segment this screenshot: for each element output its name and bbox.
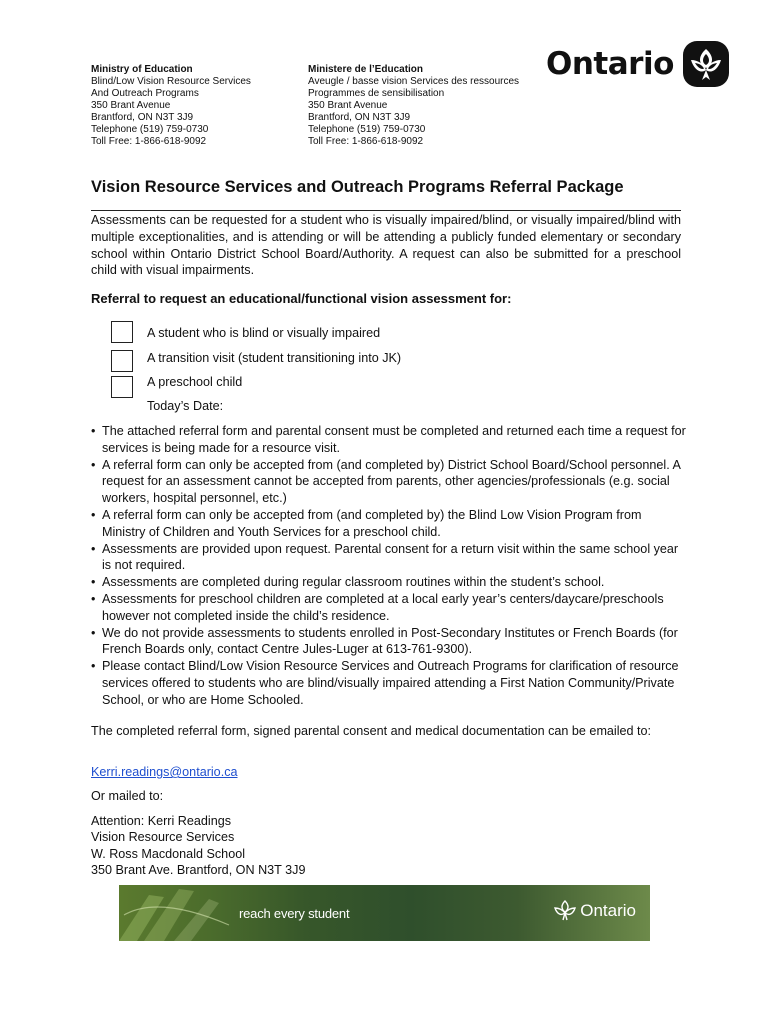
list-item — [91, 574, 686, 591]
intro-paragraph: Assessments can be requested for a student who is visually impaired/blind, or visually impaired/blind with multiple exceptionalities, and is attending or will be attending a publicly funded elementary or secondary school within Ontario District School Board/Authority. A request can also be submitted for a preschool child with visual impairments. — [91, 213, 681, 278]
bullet-text: Assessments are completed during regular classroom routines within the student’s school. — [102, 575, 605, 590]
ontario-wordmark: Ontario — [546, 45, 674, 82]
trillium-icon — [682, 40, 730, 88]
info-bullet-list — [91, 423, 686, 709]
banner-ontario-wordmark: Ontario — [580, 901, 636, 920]
option-label: A transition visit (student transitioning into JK) — [147, 351, 402, 365]
bullet-text: Assessments for preschool children are completed at a local early year’s centers/daycare/preschools however not completed inside the child’s residence. — [102, 591, 664, 623]
option-row-blind-student — [111, 321, 381, 343]
bullet-glyph: • — [91, 591, 96, 606]
option-row-preschool-child — [111, 375, 243, 398]
list-item — [91, 423, 686, 457]
banner-swoosh-graphic — [119, 885, 239, 941]
mailed-label: Or mailed to: — [91, 789, 164, 803]
address-line: W. Ross Macdonald School — [91, 846, 245, 861]
bullet-glyph: • — [91, 575, 96, 590]
mailing-address — [91, 813, 305, 879]
ministry-name-en: Ministry of Education — [91, 64, 193, 75]
bullet-glyph: • — [91, 507, 96, 522]
address-line: Attention: Kerri Readings — [91, 814, 232, 828]
banner-tagline: reach every student — [239, 906, 350, 921]
list-item — [91, 507, 686, 541]
header-fr-line: Programmes de sensibilisation — [308, 88, 445, 99]
header-en-line: Blind/Low Vision Resource Services — [91, 76, 251, 87]
checkbox-preschool-child[interactable] — [111, 376, 133, 398]
checkbox-blind-student[interactable] — [111, 321, 133, 343]
header-en-line: Telephone (519) 759-0730 — [91, 124, 209, 135]
bullet-glyph: • — [91, 424, 96, 438]
header-fr-line: Telephone (519) 759-0730 — [308, 124, 426, 135]
banner-trillium-icon — [552, 898, 578, 924]
checkbox-transition-visit[interactable] — [111, 350, 133, 372]
header-fr-line: Brantford, ON N3T 3J9 — [308, 112, 411, 123]
header-french-block — [308, 64, 519, 148]
title-divider — [91, 210, 681, 211]
ontario-logo — [546, 40, 730, 88]
bullet-text: Assessments are provided upon request. Parental consent for a return visit within the same school year is not required. — [102, 541, 679, 573]
ministry-name-fr: Ministere de l’Education — [308, 64, 424, 75]
bullet-text: Please contact Blind/Low Vision Resource Services and Outreach Programs for clarification of resource services offered to students who are blind/visually impaired attending a First Nation Community/Private School, or who are Home Schooled. — [102, 659, 679, 707]
header-en-line: Toll Free: 1-866-618-9092 — [91, 136, 207, 147]
bullet-glyph: • — [91, 457, 96, 472]
header-fr-line: Toll Free: 1-866-618-9092 — [308, 136, 424, 147]
address-line: Vision Resource Services — [91, 830, 235, 845]
email-link[interactable]: Kerri.readings@ontario.ca — [91, 765, 238, 779]
header-en-line: 350 Brant Avenue — [91, 100, 171, 111]
header-fr-line: Aveugle / basse vision Services des ressources — [308, 76, 520, 87]
option-label: A student who is blind or visually impaired — [147, 326, 381, 340]
document-title: Vision Resource Services and Outreach Programs Referral Package — [91, 178, 624, 196]
bullet-text: A referral form can only be accepted from (and completed by) the Blind Low Vision Program from Ministry of Children and Youth Services for a preschool child. — [102, 507, 642, 539]
referral-heading: Referral to request an educational/functional vision assessment for: — [91, 291, 512, 306]
header-en-line: And Outreach Programs — [91, 88, 199, 99]
header-en-line: Brantford, ON N3T 3J9 — [91, 112, 194, 123]
banner-ontario-logo — [552, 898, 636, 924]
bullet-glyph: • — [91, 659, 96, 674]
header-fr-line: 350 Brant Avenue — [308, 100, 388, 111]
list-item — [91, 457, 686, 507]
footer-banner — [119, 885, 650, 941]
list-item — [91, 625, 686, 659]
list-item — [91, 541, 686, 575]
address-line: 350 Brant Ave. Brantford, ON N3T 3J9 — [91, 863, 306, 878]
header-english-block — [91, 64, 251, 148]
bullet-text: A referral form can only be accepted from (and completed by) District School Board/School personnel. A request for an assessment cannot be accepted from parents, other agencies/professionals (e.g. social workers, hospital personnel, etc.) — [102, 457, 681, 506]
todays-date-label: Today’s Date: — [147, 399, 224, 413]
list-item — [91, 591, 686, 625]
bullet-text: We do not provide assessments to students enrolled in Post-Secondary Institutes or French Boards (for French Boards only, contact Centre Jules-Luger at 613-761-9300). — [102, 625, 678, 657]
bullet-glyph: • — [91, 541, 96, 556]
list-item — [91, 658, 686, 708]
option-row-transition-visit — [111, 350, 402, 372]
bullet-glyph: • — [91, 625, 96, 640]
bullet-text: The attached referral form and parental consent must be completed and returned each time a request for services is being made for a resource visit. — [102, 424, 686, 455]
option-label: A preschool child — [147, 375, 243, 389]
closing-paragraph: The completed referral form, signed parental consent and medical documentation can be emailed to: — [91, 724, 652, 738]
